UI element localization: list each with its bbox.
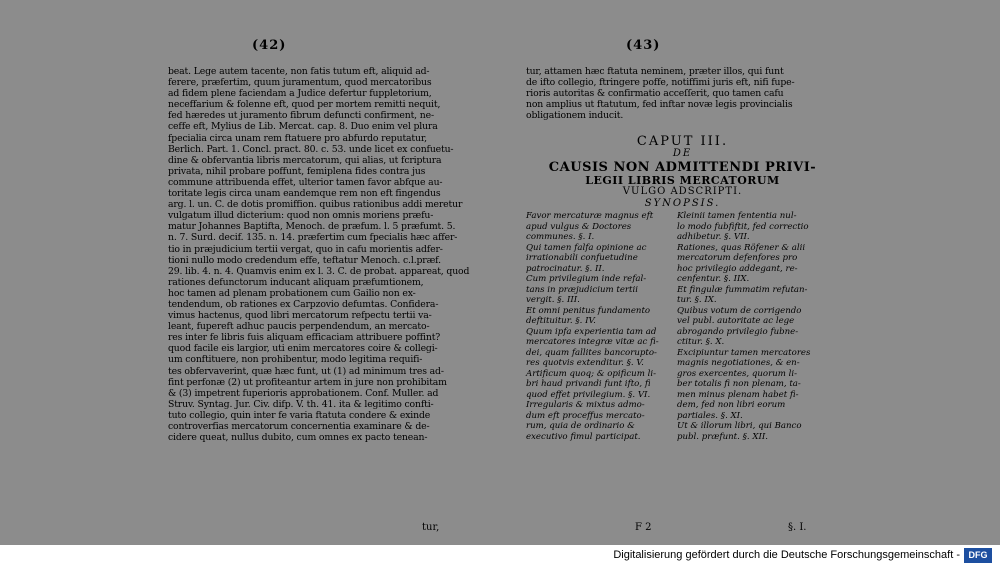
left-text-line: ferere, præfertim, quum juramentum, quod mercatoribus: [168, 77, 432, 89]
synopsis-right-line: gros exercentes, quorum li-: [677, 368, 798, 379]
left-text-line: & (3) impetrent fuperioris approbationem. Conf. Muller. ad: [168, 387, 439, 399]
synopsis-left-line: Et omni penitus fundamento: [526, 305, 651, 316]
right-page-number: (43): [626, 38, 661, 53]
synopsis-left-line: Cum privilegium inde refal-: [526, 274, 647, 284]
left-text-line: n. 7. Surd. decif. 135. n. 14. præfertim cum fpecialis hæc affer-: [168, 232, 458, 244]
synopsis-left-line: Irregularis & mixtus admo-: [526, 400, 645, 410]
synopsis-left-line: quod effet privilegium. §. VI.: [526, 389, 651, 400]
synopsis-left-line: irrationabili confuetudine: [526, 253, 638, 263]
left-text-line: matur Johannes Baptifta, Menoch. de præfum. l. 5 præfumt. 5.: [168, 221, 456, 233]
synopsis-right-line: hoc privilegio addegant, re-: [677, 263, 798, 274]
chapter-title-line-1: CAUSIS NON ADMITTENDI PRIVI-: [548, 160, 817, 175]
left-text-line: vimus hactenus, quod libri mercatorum refpectu tertii va-: [168, 310, 432, 322]
synopsis-left-line: patrocinatur. §. II.: [526, 263, 605, 274]
left-text-line: quod facile eis largior, uti enim mercatores coire & collegi-: [168, 343, 438, 355]
synopsis-right-line: tur. §. IX.: [677, 295, 717, 305]
synopsis-left-line: Favor mercaturæ magnus eft: [526, 211, 654, 221]
left-text-line: tio in præjudicium tertii vergat, quo in cafu morientis adfer-: [168, 243, 443, 255]
synopsis-right-line: adhibetur. §. VII.: [677, 232, 750, 242]
left-text-line: ceffe eft, Mylius de Lib. Mercat. cap. 8. Duo enim vel plura: [168, 121, 438, 133]
left-text-line: fed hæredes ut juramento fibrum defuncti confirment, ne-: [168, 110, 434, 122]
right-page: [520, 38, 845, 544]
synopsis-right-line: ctitur. §. X.: [677, 337, 725, 347]
synopsis-left-line: res quotvis extenditur. §. V.: [526, 358, 644, 368]
synopsis-right-line: mercatorum defenfores pro: [677, 253, 798, 263]
synopsis-right-line: Rationes, quas Röfener & alii: [677, 242, 806, 253]
right-text-line: tur, attamen hæc ftatuta neminem, præter illos, qui funt: [526, 66, 784, 77]
synopsis-left-line: Qui tamen falfa opinione ac: [526, 242, 647, 253]
left-text-line: arg. l. un. C. de dotis promiffion. quibus rationibus addi meretur: [168, 199, 463, 211]
synopsis-left-line: mercatores integræ vitæ ac fi-: [526, 337, 659, 347]
synopsis-right-line: vel publ. autoritate ac lege: [677, 316, 795, 326]
left-text-line: fpecialia circa unam rem ftatuere pro abfurdo reputatur,: [168, 132, 427, 144]
left-catchword: tur,: [422, 522, 440, 533]
left-text-line: res inter fe libris fuis aliquam efficaciam attribuere poffint?: [168, 332, 441, 344]
synopsis-right-line: dem, fed non libri eorum: [677, 400, 786, 410]
left-text-line: hoc tamen ad plenam probationem cum Gailio non ex-: [168, 287, 416, 299]
left-text-line: vulgatum illud dicterium: quod non omnis moriens præfu-: [168, 210, 434, 222]
left-text-line: tuto collegio, quin inter fe varia ftatuta condere & exinde: [168, 409, 431, 421]
synopsis-right-line: Quibus votum de corrigendo: [677, 305, 802, 316]
left-text-line: ad fidem plene faciendam a Judice defertur fuppletorium,: [168, 88, 432, 100]
left-text-line: fint perfonæ (2) ut profiteantur artem in jure non prohibitam: [168, 376, 447, 388]
synopsis-left-line: tans in præjudicium tertii: [526, 284, 638, 295]
right-text-line: rioris autoritas & confirmatio acceſſerit, quo tamen cafu: [526, 88, 784, 100]
synopsis-right-line: cenfentur. §. IIX.: [677, 274, 750, 284]
synopsis-left-line: deftituitur. §. IV.: [526, 316, 596, 326]
left-text-line: um conftituere, non prohibentur, modo legitima requifi-: [168, 354, 423, 366]
synopsis-left-line: Artificum quoq; & opificum li-: [526, 368, 656, 379]
left-text-line: toritate legis circa unam eandemque rem non eft fingendus: [168, 188, 441, 200]
left-text-line: leant, fupereft adhuc paucis perpendendum, an mercato-: [168, 321, 430, 333]
left-text-line: Berlich. Part. 1. Concl. pract. 80. c. 53. unde licet ex confuetu-: [168, 143, 454, 155]
synopsis-right-column: [677, 211, 810, 442]
synopsis-left-line: vergit. §. III.: [526, 295, 580, 305]
right-page-intro: [526, 66, 795, 121]
footer-bar: [0, 545, 1000, 567]
synopsis-right-line: men minus plenam habet fi-: [677, 389, 799, 400]
left-text-line: rationes defunctorum inducant aliquam præfumtionem,: [168, 276, 424, 288]
left-text-line: neceffarium & folenne eft, quod per mortem remitti nequit,: [168, 99, 441, 111]
synopsis-right-line: partiales. §. XI.: [677, 410, 743, 421]
synopsis-right-line: lo modo fubfiftit, fed correctio: [677, 221, 809, 232]
synopsis-left-line: bri haud privandi funt ifto, fi: [526, 379, 651, 389]
left-text-line: 29. lib. 4. n. 4. Quamvis enim ex l. 3. C. de probat. appareat, quod: [168, 265, 470, 277]
synopsis-right-line: Kleinii tamen fententia nul-: [677, 211, 797, 221]
synopsis-left-line: communes. §. I.: [526, 232, 595, 242]
synopsis-left-line: executivo fimul participat.: [526, 431, 641, 442]
synopsis-right-line: ber totalis fi non plenam, ta-: [677, 379, 801, 389]
right-text-line: de ifto collegio, ftringere poffe, notiffimi juris eft, nifi fupe-: [526, 77, 795, 89]
synopsis-right-line: Ut & illorum libri, qui Banco: [677, 421, 802, 431]
left-text-line: tendendum, ob rationes ex Carpzovio defumtas. Confidera-: [168, 298, 439, 310]
left-text-line: tes obfervaverint, quæ hæc funt, ut (1) ad minimum tres ad-: [168, 365, 444, 377]
left-text-line: commune attribuenda effet, ulterior tamen favor abfque au-: [168, 176, 443, 188]
chapter-de: DE: [672, 148, 693, 159]
chapter-heading: CAPUT III.: [636, 134, 729, 149]
left-text-line: tioni nullo modo credendum effe, teftatur Menoch. c.l.præf.: [168, 254, 441, 266]
signature-mark: F 2: [635, 522, 652, 533]
left-text-line: Struv. Syntag. Jur. Civ. difp. V. th. 41. ita & legitimo confti-: [168, 398, 434, 410]
left-page: [160, 38, 470, 544]
synopsis-left-line: rum, quia de ordinario &: [526, 421, 635, 431]
chapter-title-line-2: LEGII LIBRIS MERCATORUM: [585, 174, 780, 187]
chapter-title-line-3: VULGO ADSCRIPTI.: [622, 186, 743, 197]
footer-credit: Digitalisierung gefördert durch die Deutsche Forschungsgemeinschaft -: [613, 549, 960, 561]
synopsis-left-line: apud vulgus & Doctores: [526, 221, 632, 232]
left-text-line: cidere queat, nullus dubito, cum omnes ex pacto tenean-: [168, 432, 428, 444]
left-text-line: beat. Lege autem tacente, non fatis tutum eft, aliquid ad-: [168, 66, 430, 77]
synopsis-left-line: Quum ipfa experientia tam ad: [526, 326, 657, 337]
synopsis-right-line: magnis negotiationes, & en-: [677, 358, 800, 368]
left-page-text: [168, 66, 469, 443]
synopsis-left-line: dei, quam fallites bancorupto-: [526, 347, 657, 358]
left-text-line: dine & obfervantia libris mercatorum, qui alias, ut fcriptura: [168, 154, 442, 166]
synopsis-left-line: dum eft proceffus mercato-: [526, 410, 645, 421]
synopsis-left-column: [526, 211, 659, 442]
dfg-logo: DFG: [964, 548, 992, 563]
right-catchword: §. I.: [788, 522, 807, 533]
left-text-line: privata, nihil probare poffunt, femiplena fides contra jus: [168, 165, 426, 177]
synopsis-right-line: Et fingulæ fummatim refutan-: [677, 284, 808, 295]
right-text-line: obligationem inducit.: [526, 110, 624, 122]
synopsis-right-line: Excipiuntur tamen mercatores: [677, 347, 811, 358]
synopsis-right-line: publ. præfunt. §. XII.: [677, 431, 769, 442]
right-text-line: non amplius ut ftatutum, fed inftar novæ legis provincialis: [526, 99, 793, 111]
synopsis-right-line: abrogando privilegio fubne-: [677, 326, 799, 337]
left-page-number: (42): [252, 38, 287, 53]
synopsis-heading: SYNOPSIS.: [644, 198, 721, 209]
left-text-line: controverfias mercatorum concernentia examinare & de-: [168, 421, 430, 432]
